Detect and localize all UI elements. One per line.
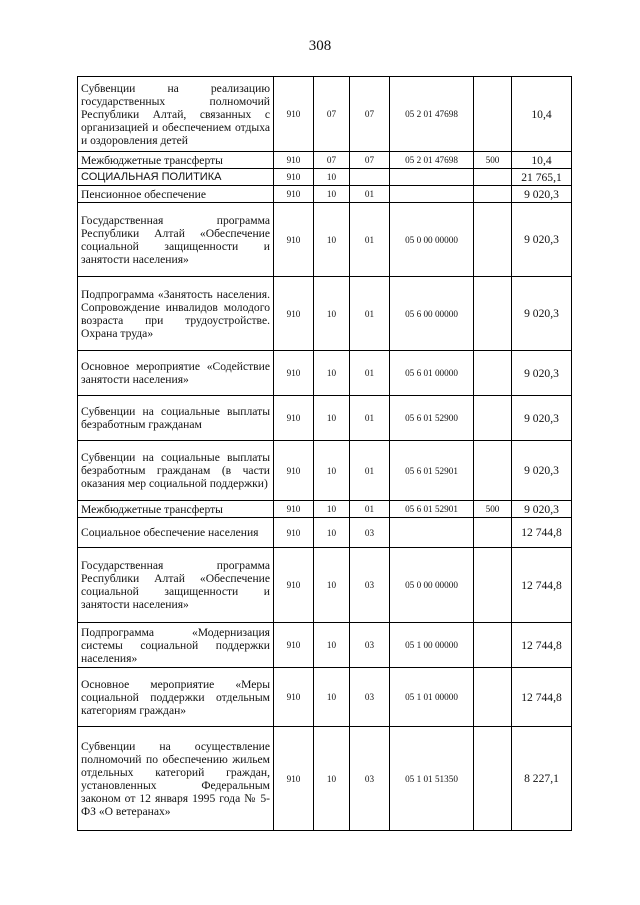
target-article-code-cell: 05 1 01 00000 (390, 668, 474, 727)
subsection-code-cell: 03 (350, 623, 390, 668)
department-code-cell: 910 (274, 169, 314, 186)
expense-name-cell: Субвенции на реализацию государственных полномочий Республики Алтай, связанных с организацией и обеспечением отдыха и оздоровления детей (78, 77, 274, 152)
amount-cell: 12 744,8 (512, 623, 572, 668)
subsection-code-cell: 01 (350, 277, 390, 351)
subsection-code-cell: 03 (350, 518, 390, 548)
expense-name-cell: Социальное обеспечение населения (78, 518, 274, 548)
subsection-code-cell (350, 169, 390, 186)
target-article-code-cell: 05 6 01 52900 (390, 396, 474, 441)
section-code-cell: 10 (314, 351, 350, 396)
department-code-cell: 910 (274, 186, 314, 203)
expense-type-code-cell (474, 277, 512, 351)
expense-type-code-cell (474, 668, 512, 727)
expense-type-code-cell: 500 (474, 501, 512, 518)
target-article-code-cell (390, 518, 474, 548)
department-code-cell: 910 (274, 623, 314, 668)
expense-type-code-cell (474, 203, 512, 277)
table-row (78, 152, 572, 169)
expense-type-code-cell (474, 396, 512, 441)
amount-cell: 9 020,3 (512, 501, 572, 518)
subsection-code-cell: 01 (350, 441, 390, 501)
expense-type-code-cell (474, 548, 512, 623)
target-article-code-cell: 05 1 00 00000 (390, 623, 474, 668)
expense-name-cell: Пенсионное обеспечение (78, 186, 274, 203)
target-article-code-cell: 05 6 01 52901 (390, 501, 474, 518)
page-number: 308 (308, 38, 332, 54)
target-article-code-cell: 05 6 01 52901 (390, 441, 474, 501)
expense-name-cell: Государственная программа Республики Алтай «Обеспечение социальной защищенности и занятости населения» (78, 548, 274, 623)
table-row (78, 548, 572, 623)
amount-cell: 9 020,3 (512, 351, 572, 396)
target-article-code-cell: 05 2 01 47698 (390, 152, 474, 169)
table-row (78, 351, 572, 396)
table-row (78, 77, 572, 152)
subsection-code-cell: 01 (350, 351, 390, 396)
subsection-code-cell: 01 (350, 396, 390, 441)
expense-name-cell: Субвенции на социальные выплаты безработным гражданам (78, 396, 274, 441)
section-code-cell: 10 (314, 518, 350, 548)
table-row (78, 668, 572, 727)
table-row (78, 518, 572, 548)
amount-cell: 9 020,3 (512, 396, 572, 441)
expense-type-code-cell (474, 77, 512, 152)
department-code-cell: 910 (274, 77, 314, 152)
expense-name-cell: СОЦИАЛЬНАЯ ПОЛИТИКА (78, 169, 274, 186)
budget-table-body (78, 77, 572, 831)
target-article-code-cell: 05 1 01 51350 (390, 727, 474, 831)
expense-type-code-cell (474, 441, 512, 501)
section-code-cell: 10 (314, 277, 350, 351)
expense-name-cell: Основное мероприятие «Содействие занятости населения» (78, 351, 274, 396)
expense-name-cell: Основное мероприятие «Меры социальной поддержки отдельным категориям граждан» (78, 668, 274, 727)
section-code-cell: 10 (314, 203, 350, 277)
section-code-cell: 10 (314, 396, 350, 441)
amount-cell: 9 020,3 (512, 186, 572, 203)
amount-cell: 12 744,8 (512, 668, 572, 727)
expense-type-code-cell (474, 727, 512, 831)
expense-name-cell: Подпрограмма «Модернизация системы социальной поддержки населения» (78, 623, 274, 668)
department-code-cell: 910 (274, 548, 314, 623)
amount-cell: 9 020,3 (512, 277, 572, 351)
subsection-code-cell: 01 (350, 186, 390, 203)
expense-name-cell: Субвенции на осуществление полномочий по обеспечению жильем отдельных категорий граждан, установленных Федеральным законом от 12 января 1995 года № 5-ФЗ «О ветеранах» (78, 727, 274, 831)
amount-cell: 21 765,1 (512, 169, 572, 186)
expense-type-code-cell: 500 (474, 152, 512, 169)
target-article-code-cell: 05 6 00 00000 (390, 277, 474, 351)
section-code-cell: 10 (314, 668, 350, 727)
amount-cell: 12 744,8 (512, 518, 572, 548)
expense-type-code-cell (474, 518, 512, 548)
section-code-cell: 10 (314, 501, 350, 518)
section-code-cell: 10 (314, 727, 350, 831)
section-code-cell: 10 (314, 169, 350, 186)
target-article-code-cell (390, 186, 474, 203)
department-code-cell: 910 (274, 203, 314, 277)
section-code-cell: 07 (314, 77, 350, 152)
department-code-cell: 910 (274, 351, 314, 396)
amount-cell: 12 744,8 (512, 548, 572, 623)
amount-cell: 9 020,3 (512, 203, 572, 277)
subsection-code-cell: 03 (350, 727, 390, 831)
department-code-cell: 910 (274, 152, 314, 169)
subsection-code-cell: 07 (350, 152, 390, 169)
table-row (78, 186, 572, 203)
target-article-code-cell: 05 6 01 00000 (390, 351, 474, 396)
section-code-cell: 10 (314, 548, 350, 623)
table-row (78, 727, 572, 831)
department-code-cell: 910 (274, 501, 314, 518)
section-code-cell: 10 (314, 186, 350, 203)
department-code-cell: 910 (274, 668, 314, 727)
department-code-cell: 910 (274, 518, 314, 548)
expense-type-code-cell (474, 186, 512, 203)
table-row (78, 169, 572, 186)
budget-table (77, 76, 572, 831)
subsection-code-cell: 01 (350, 501, 390, 518)
subsection-code-cell: 07 (350, 77, 390, 152)
section-code-cell: 07 (314, 152, 350, 169)
table-row (78, 396, 572, 441)
amount-cell: 10,4 (512, 77, 572, 152)
amount-cell: 10,4 (512, 152, 572, 169)
target-article-code-cell: 05 2 01 47698 (390, 77, 474, 152)
table-row (78, 623, 572, 668)
expense-name-cell: Подпрограмма «Занятость населения. Сопровождение инвалидов молодого возраста при трудоустройстве. Охрана труда» (78, 277, 274, 351)
table-row (78, 203, 572, 277)
expense-name-cell: Субвенции на социальные выплаты безработным гражданам (в части оказания мер социальной поддержки) (78, 441, 274, 501)
amount-cell: 8 227,1 (512, 727, 572, 831)
department-code-cell: 910 (274, 441, 314, 501)
target-article-code-cell: 05 0 00 00000 (390, 548, 474, 623)
subsection-code-cell: 01 (350, 203, 390, 277)
subsection-code-cell: 03 (350, 668, 390, 727)
department-code-cell: 910 (274, 277, 314, 351)
target-article-code-cell (390, 169, 474, 186)
expense-type-code-cell (474, 169, 512, 186)
subsection-code-cell: 03 (350, 548, 390, 623)
section-code-cell: 10 (314, 623, 350, 668)
expense-type-code-cell (474, 623, 512, 668)
expense-type-code-cell (474, 351, 512, 396)
table-row (78, 277, 572, 351)
department-code-cell: 910 (274, 727, 314, 831)
amount-cell: 9 020,3 (512, 441, 572, 501)
expense-name-cell: Государственная программа Республики Алтай «Обеспечение социальной защищенности и занятости населения» (78, 203, 274, 277)
table-row (78, 501, 572, 518)
section-code-cell: 10 (314, 441, 350, 501)
department-code-cell: 910 (274, 396, 314, 441)
expense-name-cell: Межбюджетные трансферты (78, 152, 274, 169)
target-article-code-cell: 05 0 00 00000 (390, 203, 474, 277)
expense-name-cell: Межбюджетные трансферты (78, 501, 274, 518)
table-row (78, 441, 572, 501)
